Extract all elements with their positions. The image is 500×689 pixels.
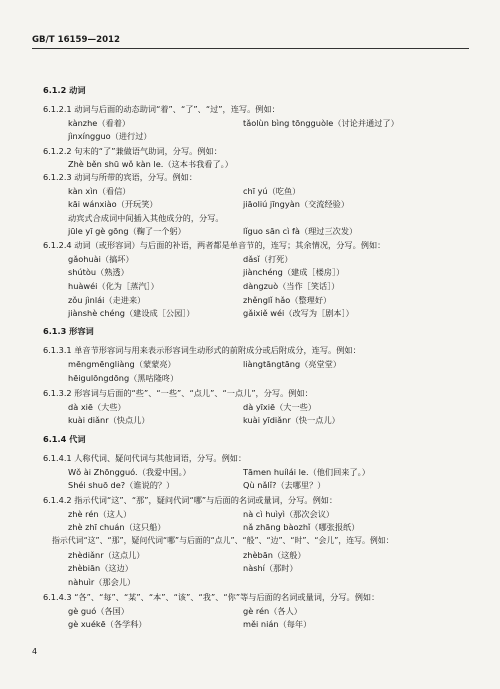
section-title: 6.1.2 动词 [43, 85, 86, 95]
header-rule [32, 48, 469, 49]
clause-text: 6.1.4.1 人称代词、疑问代词与其他词语，分写。例如： [43, 453, 247, 463]
clause-text: 6.1.2.4 动词（或形容词）与后面的补语，两者都是单音节的，连写；其余情况，分写。例如： [43, 240, 386, 250]
example: nàhuìr（那会儿） [68, 577, 136, 587]
example: dà xiē（大些） [68, 402, 126, 412]
example: měi nián（每年） [243, 619, 312, 629]
example: dàngzuò（当作［笑话］） [243, 281, 340, 291]
clause-text: 6.1.3.1 单音节形容词与用来表示形容词生动形式的前附成分或后附成分，连写。例如： [43, 345, 361, 355]
example: mēngmēngliàng（蒙蒙亮） [68, 359, 176, 369]
clause-text: 6.1.3.2 形容词与后面的“些”、“一些”、“点儿”、“一点儿”，分写。例如： [43, 388, 313, 398]
example: Zhè běn shū wǒ kàn le.（这本书我看了。） [68, 159, 233, 169]
example: Wǒ ài Zhōngguó.（我爱中国。） [68, 467, 191, 477]
clause-text: 6.1.2.2 句末的“了”兼做语气助词，分写。例如： [43, 146, 222, 156]
example: nàshí（那时） [243, 563, 298, 573]
example: kàn xìn（看信） [68, 186, 131, 196]
example: jìnxíngguo（进行过） [68, 131, 152, 141]
example: hēigulōngdōng（黑咕隆咚） [68, 373, 179, 383]
example: Qù nǎlǐ?（去哪里？） [243, 480, 326, 490]
example: zhěnglǐ hǎo（整理好） [243, 295, 332, 305]
example: Tāmen huílái le.（他们回来了。） [243, 467, 370, 477]
page-number: 4 [32, 647, 38, 656]
example: zhèbān（这般） [243, 550, 306, 560]
example: kànzhe（看着） [68, 118, 131, 128]
example: gǎohuài（搞坏） [68, 254, 134, 264]
example: jiànchéng（建成［楼房］） [243, 267, 345, 277]
example: gǎixiě wéi（改写为［剧本］） [243, 308, 354, 318]
example: Shéi shuō de?（谁说的？） [68, 480, 175, 490]
example: kuài yīdiǎnr（快一点儿） [243, 415, 340, 425]
example: zhè zhī chuán（这只船） [68, 522, 166, 532]
example: kāi wánxiào（开玩笑） [68, 199, 158, 209]
example: tǎolùn bìng tōngguòle（讨论并通过了） [243, 118, 399, 128]
example: nǎ zhāng bàozhǐ（哪张报纸） [243, 522, 360, 532]
example: zhè rén（这人） [68, 509, 132, 519]
example: jūle yī gè gōng（鞠了一个躬） [68, 226, 186, 236]
example: zǒu jìnlái（走进来） [68, 295, 146, 305]
section-title: 6.1.3 形容词 [43, 326, 94, 336]
note-text: 动宾式合成词中间插入其他成分的，分写。 [68, 213, 224, 223]
example: dǎsǐ（打死） [243, 254, 293, 264]
clause-text: 6.1.4.2 指示代词“这”、“那”，疑问代词“哪”与后面的名词或量词，分写。例如： [43, 495, 338, 505]
section-title: 6.1.4 代词 [43, 434, 86, 444]
clause-text: 6.1.4.3 “各”、“每”、“某”、“本”、“该”、“我”、“你”等与后面的名词或量词，分写。例如： [43, 592, 380, 602]
clause-text: 6.1.2.1 动词与后面的动态助词“着”、“了”、“过”，连写。例如： [43, 104, 280, 114]
example: zhèbiān（这边） [68, 563, 133, 573]
example: gè xuékē（各学科） [68, 619, 147, 629]
clause-text: 6.1.2.3 动词与所带的宾语，分写。例如： [43, 172, 198, 182]
example: dà yīxiē（大一些） [243, 402, 317, 412]
example: kuài diǎnr（快点儿） [68, 415, 150, 425]
example: chī yú（吃鱼） [243, 186, 301, 196]
example: jiāoliú jīngyàn（交流经验） [243, 199, 350, 209]
example: lǐguo sān cì fà（理过三次发） [243, 226, 358, 236]
example: nà cì huìyì（那次会议） [243, 509, 335, 519]
standard-code: GB/T 16159—2012 [32, 35, 121, 45]
example: shútòu（熟透） [68, 267, 129, 277]
example: jiànshè chéng（建设成［公园］） [68, 308, 195, 318]
example: huàwéi（化为［蒸汽］） [68, 281, 159, 291]
example: liàngtāngtāng（亮堂堂） [243, 359, 342, 369]
example: zhèdiǎnr（这点儿） [68, 550, 145, 560]
example: gè guó（各国） [68, 606, 129, 616]
example: gè rén（各人） [243, 606, 302, 616]
note-text: 指示代词“这”、“那”，疑问代词“哪”与后面的“点儿”、“般”、“边”、“时”、“会儿”，连写。例如： [52, 536, 394, 545]
